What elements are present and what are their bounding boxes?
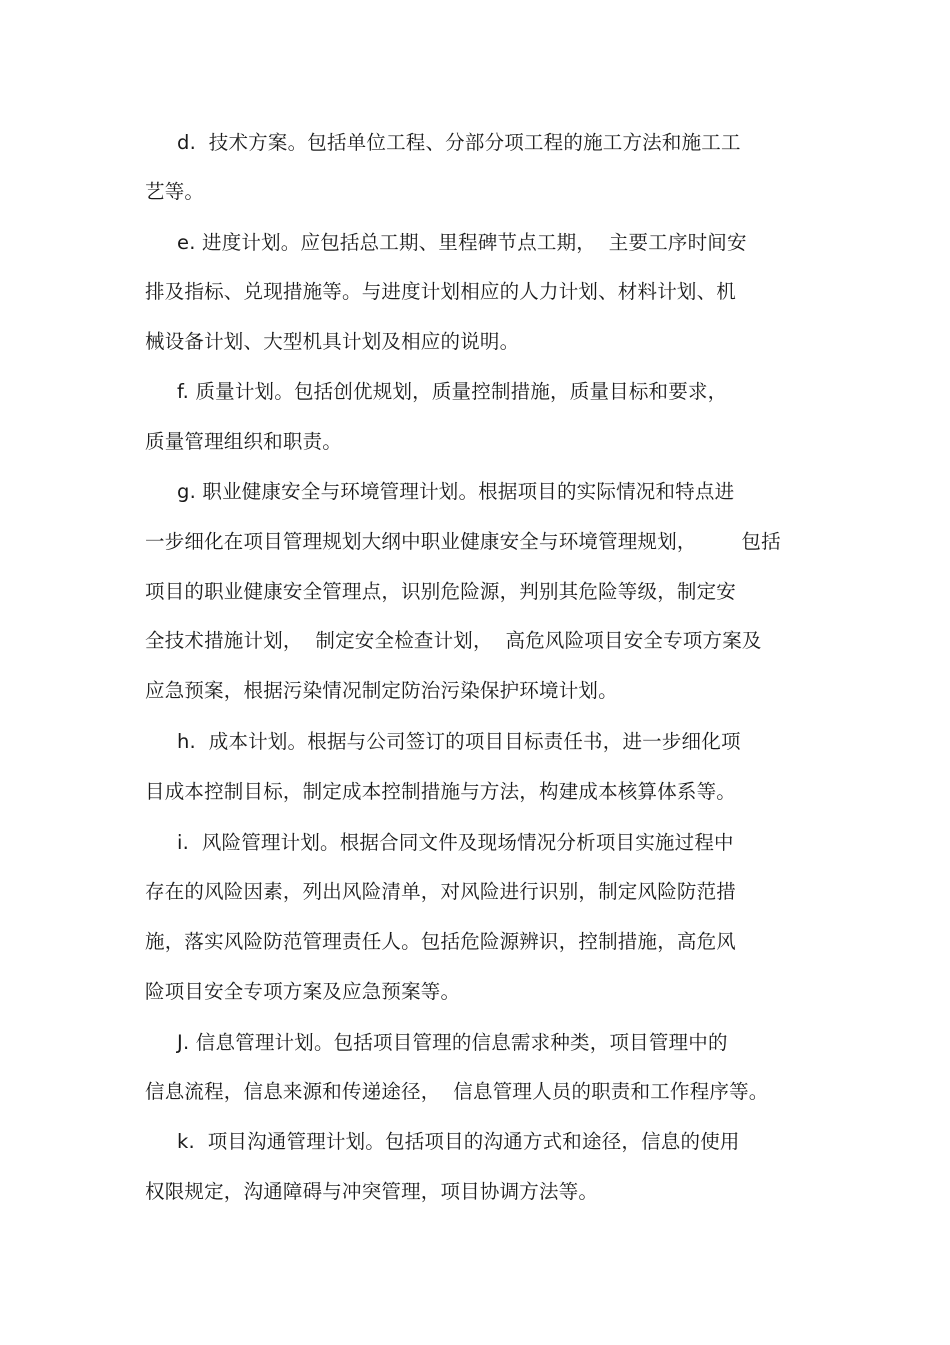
paragraph-e-line-3: 械设备计划、大型机具计划及相应的说明。 xyxy=(145,330,520,353)
paragraph-d-line-1: d. 技术方案。包括单位工程、分部分项工程的施工方法和施工工 xyxy=(177,131,741,154)
paragraph-g-line-3: 项目的职业健康安全管理点，识别危险源，判别其危险等级，制定安 xyxy=(145,580,737,603)
paragraph-i-line-3: 施，落实风险防范管理责任人。包括危险源辨识，控制措施，高危风 xyxy=(145,930,737,953)
paragraph-g-line-1: g. 职业健康安全与环境管理计划。根据项目的实际情况和特点进 xyxy=(177,480,735,503)
paragraph-e-line-1: e. 进度计划。应包括总工期、里程碑节点工期， 主要工序时间安 xyxy=(177,231,747,254)
paragraph-i-line-1: i. 风险管理计划。根据合同文件及现场情况分析项目实施过程中 xyxy=(177,831,734,854)
paragraph-f-line-2: 质量管理组织和职责。 xyxy=(145,430,343,453)
paragraph-d-line-2: 艺等。 xyxy=(145,180,205,203)
paragraph-f-line-1: f. 质量计划。包括创优规划，质量控制措施，质量目标和要求， xyxy=(177,380,728,403)
paragraph-h-line-1: h. 成本计划。根据与公司签订的项目目标责任书，进一步细化项 xyxy=(177,730,741,753)
paragraph-g-line-5: 应急预案，根据污染情况制定防治污染保护环境计划。 xyxy=(145,679,618,702)
paragraph-e-line-2: 排及指标、兑现措施等。与进度计划相应的人力计划、材料计划、机 xyxy=(145,280,737,303)
paragraph-g-line-4: 全技术措施计划， 制定安全检查计划， 高危风险项目安全专项方案及 xyxy=(145,629,762,652)
paragraph-g-line-2: 一步细化在项目管理规划大纲中职业健康安全与环境管理规划， 包括 xyxy=(145,530,781,553)
paragraph-k-line-1: k. 项目沟通管理计划。包括项目的沟通方式和途径，信息的使用 xyxy=(177,1130,740,1153)
paragraph-i-line-2: 存在的风险因素，列出风险清单，对风险进行识别，制定风险防范措 xyxy=(145,880,737,903)
paragraph-j-line-1: J. 信息管理计划。包括项目管理的信息需求种类，项目管理中的 xyxy=(177,1031,728,1054)
paragraph-i-line-4: 险项目安全专项方案及应急预案等。 xyxy=(145,980,461,1003)
paragraph-j-line-2: 信息流程，信息来源和传递途径， 信息管理人员的职责和工作程序等。 xyxy=(145,1080,769,1103)
paragraph-h-line-2: 目成本控制目标，制定成本控制措施与方法，构建成本核算体系等。 xyxy=(145,780,737,803)
paragraph-k-line-2: 权限规定，沟通障碍与冲突管理，项目协调方法等。 xyxy=(145,1180,599,1203)
